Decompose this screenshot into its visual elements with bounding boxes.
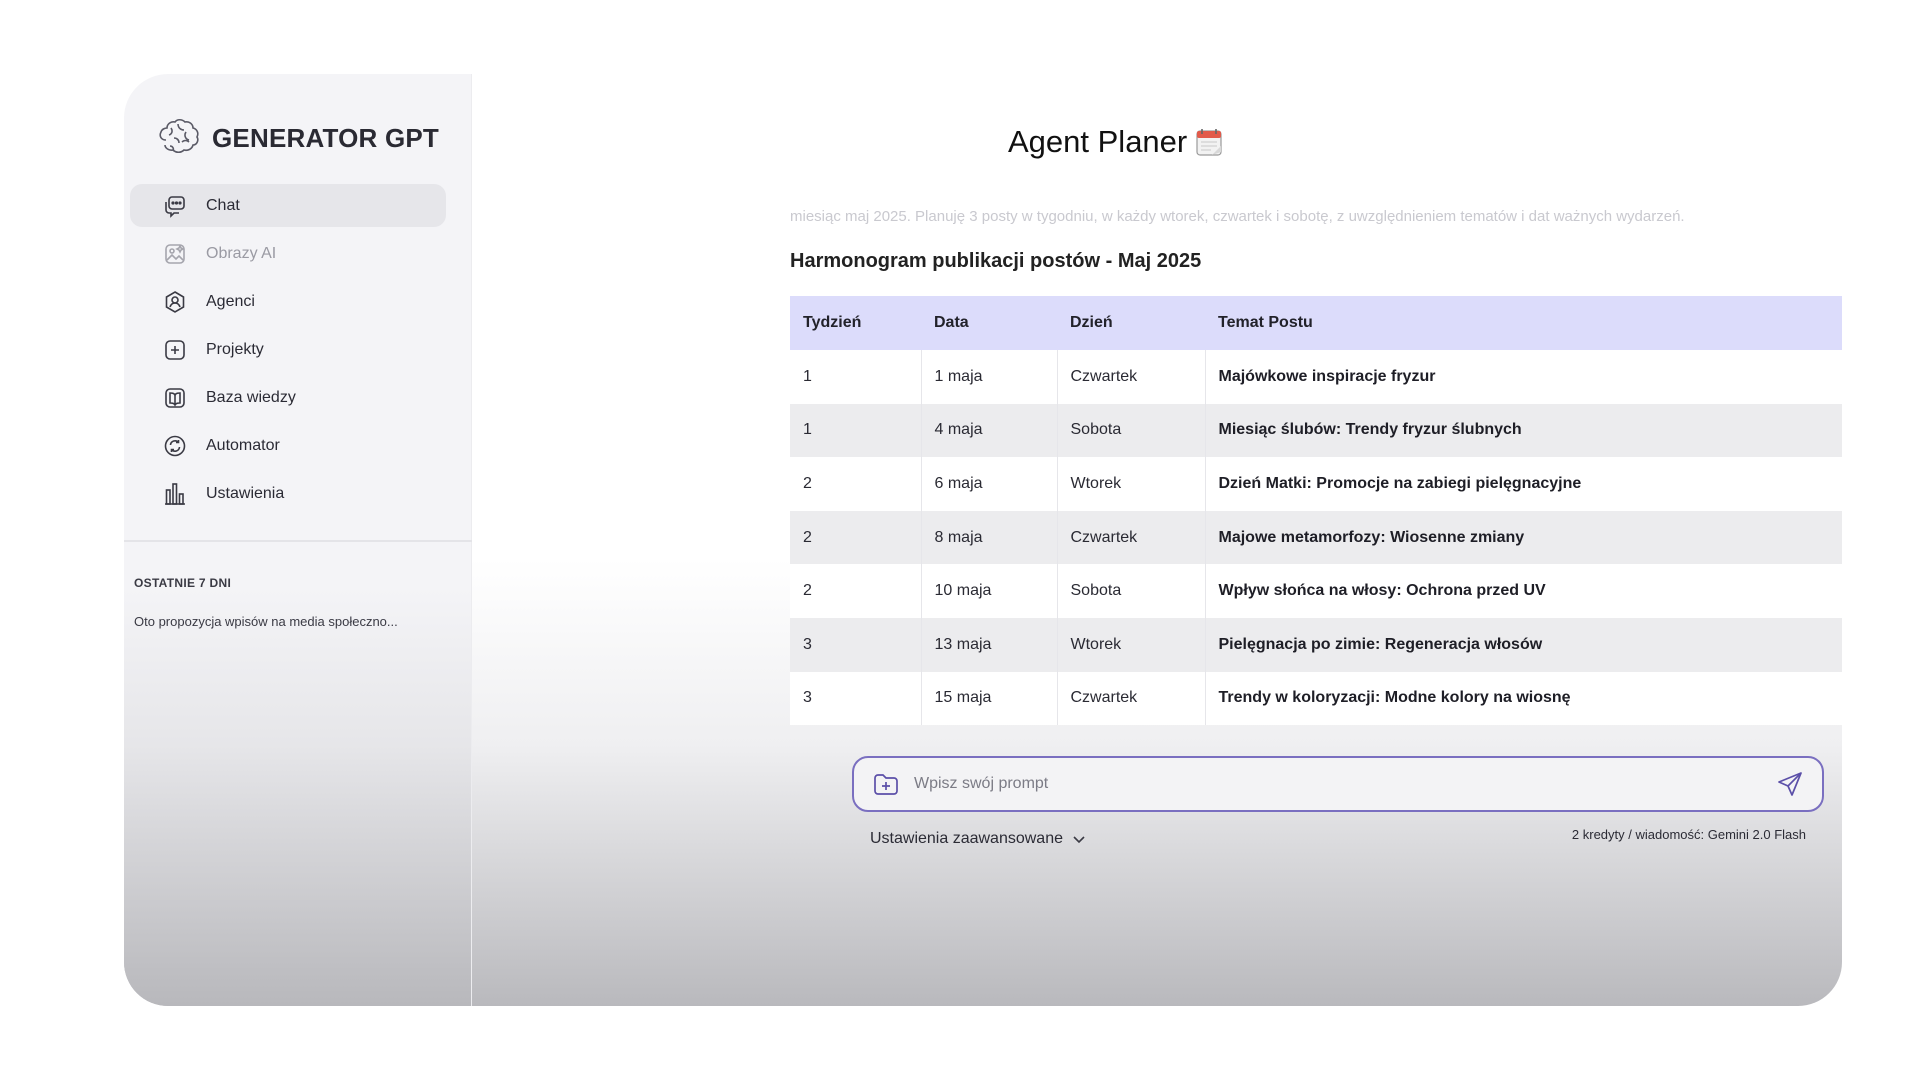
- cell-topic: Wpływ słońca na włosy: Ochrona przed UV: [1205, 564, 1842, 618]
- cell-day: Czwartek: [1057, 511, 1205, 565]
- sidebar-item-chat[interactable]: [130, 184, 446, 227]
- plus-square-icon: [162, 337, 188, 363]
- cell-week: 2: [790, 511, 921, 565]
- table-row: [790, 618, 1842, 672]
- chevron-down-icon: [1071, 831, 1087, 847]
- agent-icon: [162, 289, 188, 315]
- cell-day: Czwartek: [1057, 350, 1205, 404]
- sidebar-item-obrazy-ai[interactable]: [130, 232, 446, 275]
- table-row: [790, 457, 1842, 511]
- schedule-table: [790, 296, 1842, 725]
- refresh-icon: [162, 433, 188, 459]
- cell-week: 2: [790, 457, 921, 511]
- cell-day: Wtorek: [1057, 618, 1205, 672]
- table-row: [790, 404, 1842, 458]
- cell-date: 8 maja: [921, 511, 1057, 565]
- cell-week: 2: [790, 564, 921, 618]
- cell-week: 3: [790, 618, 921, 672]
- cell-week: 1: [790, 350, 921, 404]
- chat-icon: [162, 193, 188, 219]
- header-dzien: Dzień: [1057, 296, 1205, 350]
- brand[interactable]: [156, 118, 439, 158]
- advanced-settings-toggle[interactable]: [870, 830, 1087, 848]
- section-title: Harmonogram publikacji postów - Maj 2025: [790, 250, 1202, 272]
- header-tydzien: Tydzień: [790, 296, 921, 350]
- cell-topic: Miesiąc ślubów: Trendy fryzur ślubnych: [1205, 404, 1842, 458]
- brand-name: GENERATOR GPT: [212, 122, 439, 153]
- table-row: [790, 564, 1842, 618]
- cell-date: 13 maja: [921, 618, 1057, 672]
- sidebar: [124, 74, 472, 1006]
- book-icon: [162, 385, 188, 411]
- page-title: [1008, 124, 1223, 160]
- table-row: [790, 672, 1842, 726]
- sidebar-item-baza-wiedzy[interactable]: [130, 376, 446, 419]
- sidebar-item-label: Baza wiedzy: [206, 388, 296, 406]
- sidebar-item-agenci[interactable]: [130, 280, 446, 323]
- sidebar-divider: [124, 540, 472, 542]
- sidebar-item-projekty[interactable]: [130, 328, 446, 371]
- table-header-row: [790, 296, 1842, 350]
- cell-date: 10 maja: [921, 564, 1057, 618]
- table-row: [790, 350, 1842, 404]
- sidebar-item-label: Agenci: [206, 292, 255, 310]
- cell-day: Sobota: [1057, 564, 1205, 618]
- credits-info: 2 kredyty / wiadomość: Gemini 2.0 Flash: [1571, 827, 1806, 842]
- folder-plus-icon[interactable]: [872, 770, 900, 798]
- cell-day: Czwartek: [1057, 672, 1205, 726]
- cell-date: 4 maja: [921, 404, 1057, 458]
- calendar-icon: [1195, 127, 1223, 157]
- cell-date: 6 maja: [921, 457, 1057, 511]
- recent-chat-item[interactable]: Oto propozycja wpisów na media społeczno...: [134, 614, 398, 629]
- sidebar-item-label: Chat: [206, 196, 240, 214]
- faded-message-text: miesiąc maj 2025. Planuję 3 posty w tygodniu, w każdy wtorek, czwartek i sobotę, z uwzględnieniem tematów i dat ważnych wydarzeń.: [790, 208, 1685, 225]
- recent-header: OSTATNIE 7 DNI: [134, 576, 232, 590]
- cell-day: Wtorek: [1057, 457, 1205, 511]
- sidebar-item-label: Projekty: [206, 340, 264, 358]
- cell-date: 15 maja: [921, 672, 1057, 726]
- header-data: Data: [921, 296, 1057, 350]
- sidebar-nav: [130, 184, 446, 520]
- brain-icon: [156, 118, 202, 158]
- cell-week: 3: [790, 672, 921, 726]
- cell-day: Sobota: [1057, 404, 1205, 458]
- cell-week: 1: [790, 404, 921, 458]
- prompt-box: [852, 756, 1824, 812]
- image-ai-icon: [162, 241, 188, 267]
- cell-topic: Trendy w koloryzacji: Modne kolory na wiosnę: [1205, 672, 1842, 726]
- app-window: [124, 74, 1842, 1006]
- advanced-settings-label: Ustawienia zaawansowane: [870, 830, 1063, 847]
- sidebar-item-ustawienia[interactable]: [130, 472, 446, 515]
- cell-topic: Majówkowe inspiracje fryzur: [1205, 350, 1842, 404]
- sidebar-item-automator[interactable]: [130, 424, 446, 467]
- header-temat: Temat Postu: [1205, 296, 1842, 350]
- table-row: [790, 511, 1842, 565]
- sidebar-item-label: Automator: [206, 436, 280, 454]
- sidebar-item-label: Ustawienia: [206, 484, 285, 502]
- prompt-input[interactable]: [914, 775, 1776, 793]
- cell-topic: Majowe metamorfozy: Wiosenne zmiany: [1205, 511, 1842, 565]
- page-title-text: Agent Planer: [1008, 124, 1188, 159]
- send-icon[interactable]: [1776, 770, 1804, 798]
- cell-topic: Pielęgnacja po zimie: Regeneracja włosów: [1205, 618, 1842, 672]
- bar-chart-icon: [162, 481, 188, 507]
- cell-topic: Dzień Matki: Promocje na zabiegi pielęgnacyjne: [1205, 457, 1842, 511]
- cell-date: 1 maja: [921, 350, 1057, 404]
- sidebar-item-label: Obrazy AI: [206, 244, 277, 262]
